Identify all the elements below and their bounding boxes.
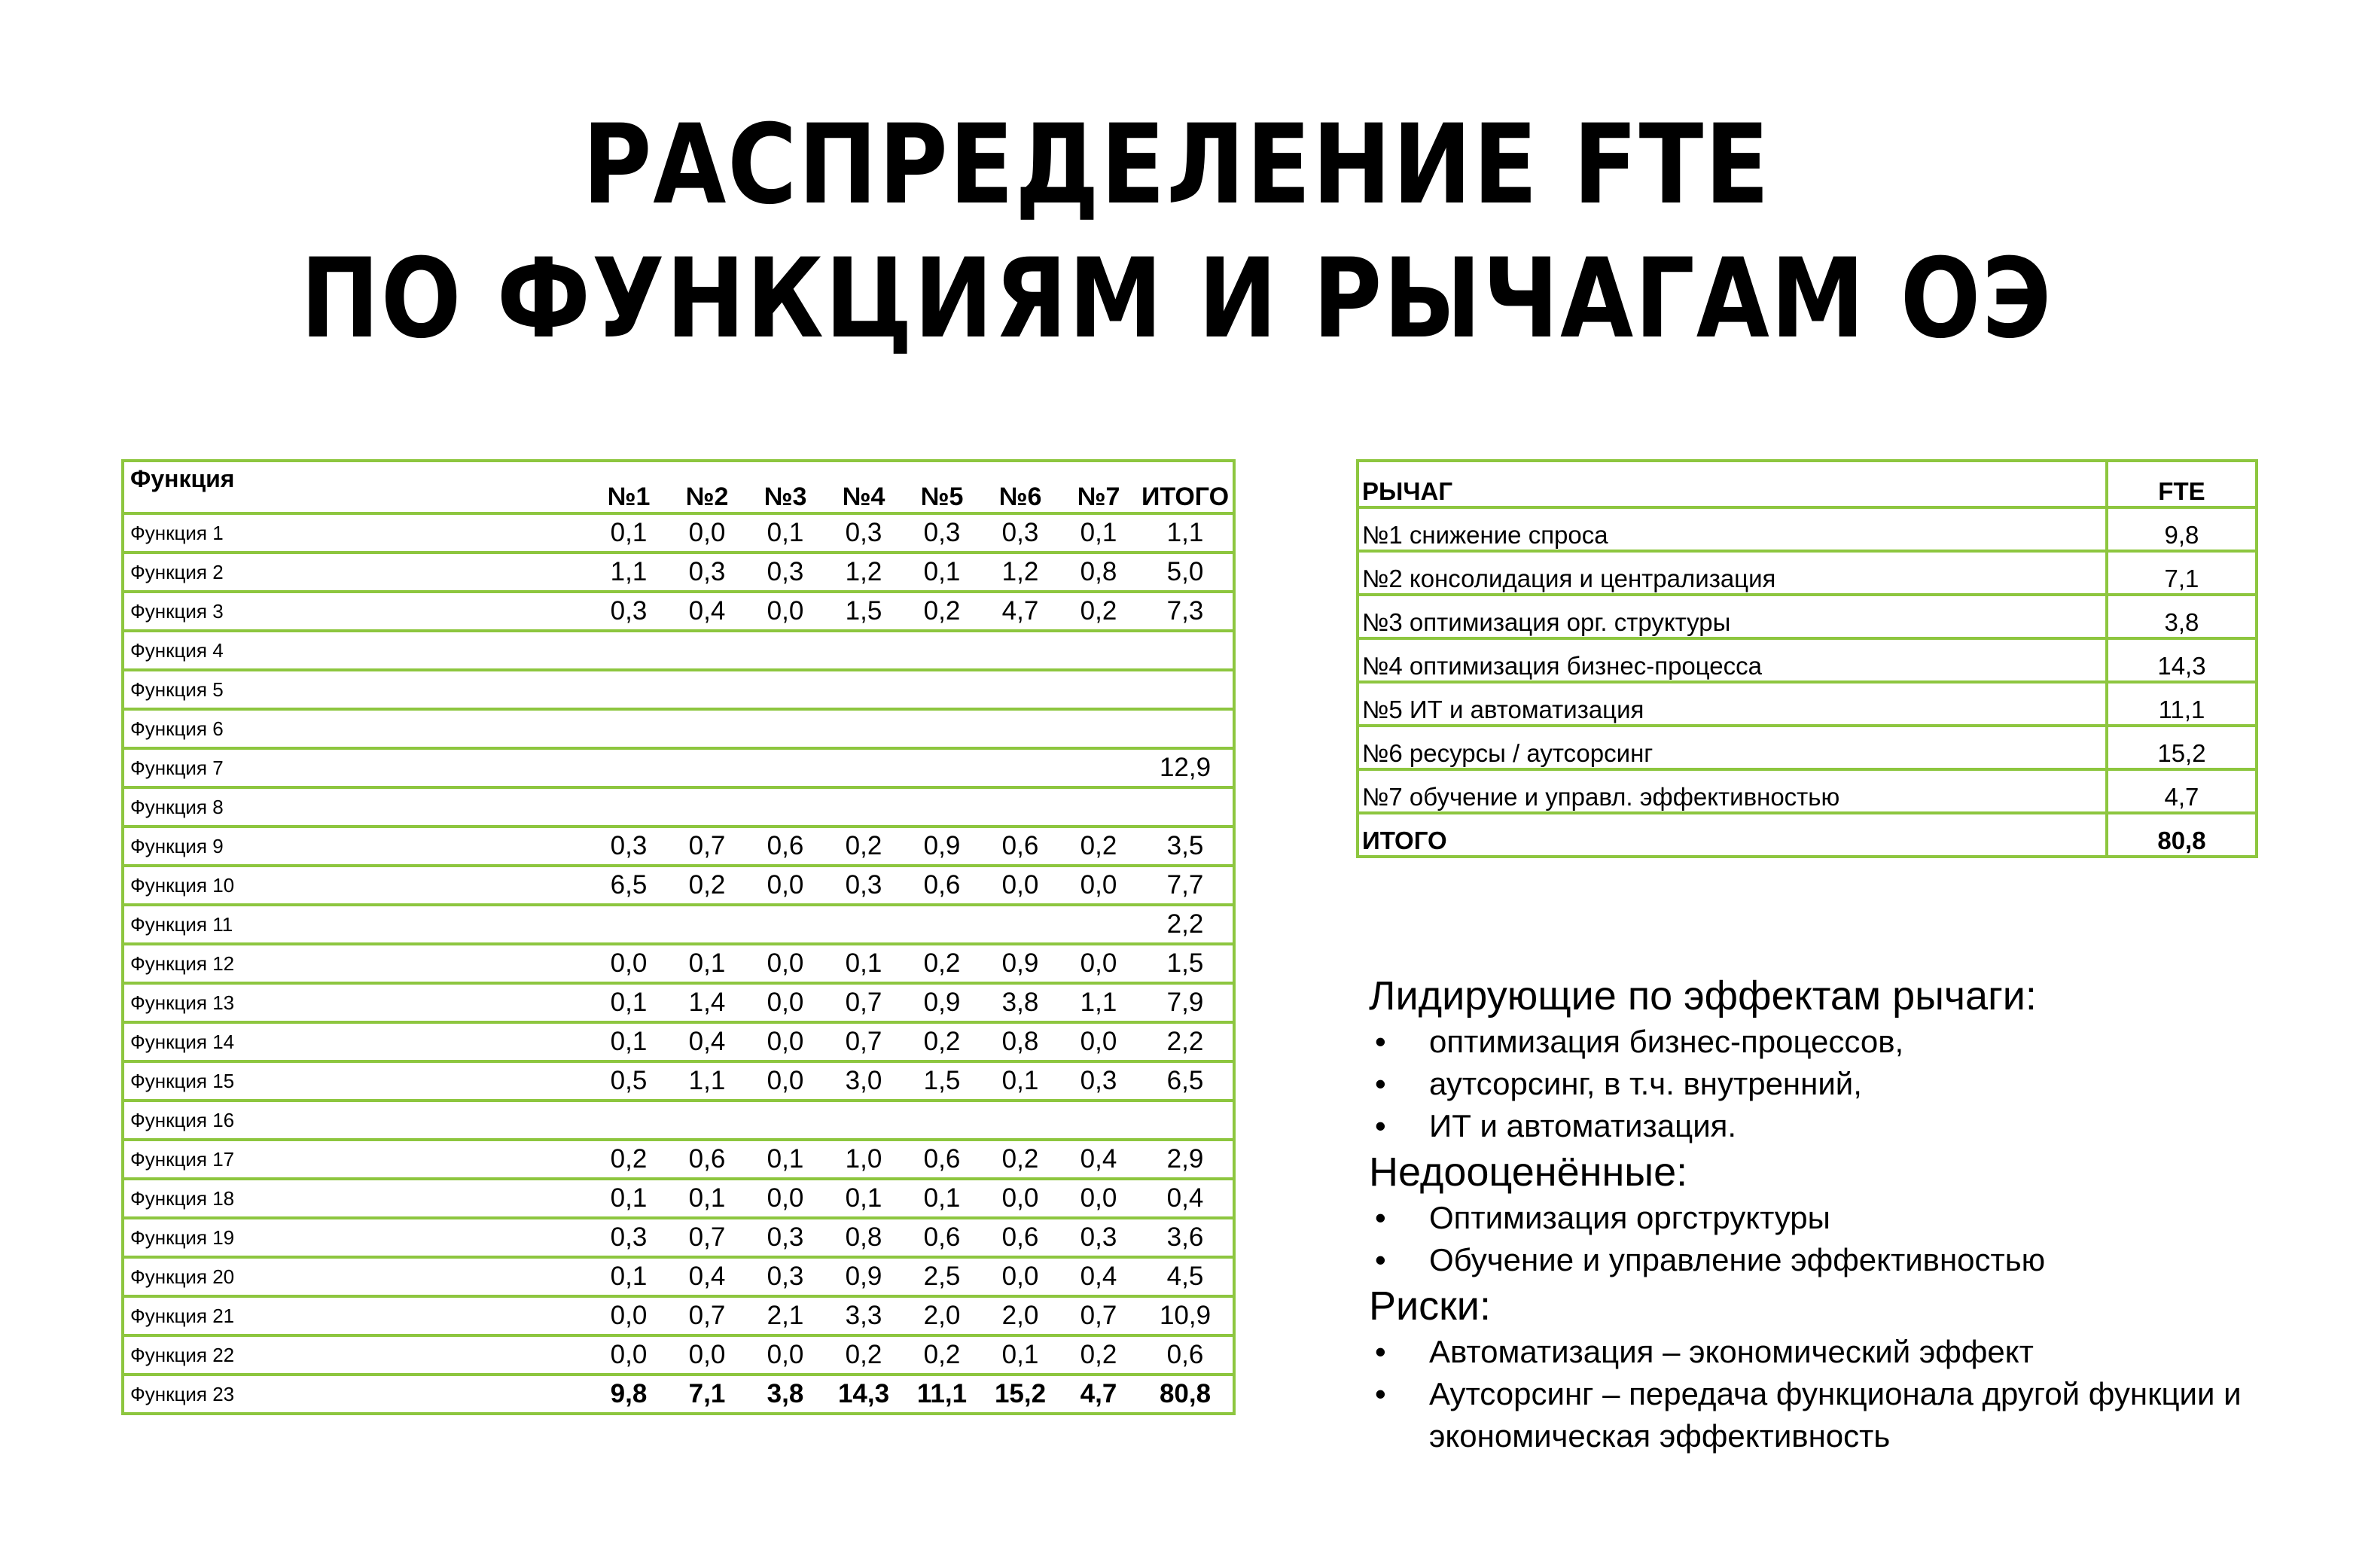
table-row bbox=[123, 709, 1234, 748]
value-cell: 0,6 bbox=[981, 827, 1059, 866]
value-cell: 3,8 bbox=[981, 983, 1059, 1022]
total-cell: 2,9 bbox=[1138, 1140, 1234, 1179]
total-cell: 2,2 bbox=[1138, 905, 1234, 944]
value-cell: 0,8 bbox=[1059, 553, 1138, 592]
value-cell bbox=[590, 748, 668, 787]
function-name-cell: Функция 17 bbox=[123, 1140, 590, 1179]
value-cell: 15,2 bbox=[981, 1375, 1059, 1414]
function-name-cell: Функция 1 bbox=[123, 513, 590, 553]
list-item: • ИТ и автоматизация. bbox=[1369, 1105, 2287, 1147]
value-cell: 0,1 bbox=[824, 944, 903, 983]
function-name-cell: Функция 21 bbox=[123, 1296, 590, 1335]
value-cell: 0,0 bbox=[746, 983, 824, 1022]
column-header: Функция bbox=[123, 461, 590, 513]
table-row bbox=[123, 983, 1234, 1022]
total-cell bbox=[1138, 787, 1234, 827]
value-cell: 3,8 bbox=[746, 1375, 824, 1414]
total-cell: 10,9 bbox=[1138, 1296, 1234, 1335]
table-row bbox=[123, 905, 1234, 944]
value-cell: 0,0 bbox=[1059, 1022, 1138, 1061]
fte-cell: 15,2 bbox=[2107, 726, 2257, 769]
column-header: №4 bbox=[824, 461, 903, 513]
value-cell bbox=[903, 748, 981, 787]
value-cell: 2,0 bbox=[981, 1296, 1059, 1335]
value-cell: 0,2 bbox=[903, 1335, 981, 1375]
value-cell: 0,0 bbox=[981, 866, 1059, 905]
value-cell: 1,2 bbox=[824, 553, 903, 592]
value-cell: 9,8 bbox=[590, 1375, 668, 1414]
value-cell bbox=[1059, 1101, 1138, 1140]
value-cell: 0,0 bbox=[590, 1296, 668, 1335]
function-name-cell: Функция 2 bbox=[123, 553, 590, 592]
page-title-line-1: РАСПРЕДЕЛЕНИЕ FTE bbox=[582, 101, 1771, 229]
levers-table bbox=[1356, 459, 2258, 858]
value-cell bbox=[981, 787, 1059, 827]
value-cell: 0,1 bbox=[981, 1335, 1059, 1375]
risks-list bbox=[1369, 1331, 2287, 1457]
value-cell bbox=[981, 1101, 1059, 1140]
function-name-cell: Функция 10 bbox=[123, 866, 590, 905]
function-name-cell: Функция 19 bbox=[123, 1218, 590, 1257]
total-cell: 0,4 bbox=[1138, 1179, 1234, 1218]
table-total-row bbox=[1358, 813, 2257, 857]
column-header: №6 bbox=[981, 461, 1059, 513]
value-cell: 3,0 bbox=[824, 1061, 903, 1101]
column-header: №5 bbox=[903, 461, 981, 513]
function-name-cell: Функция 13 bbox=[123, 983, 590, 1022]
column-header: ИТОГО bbox=[1138, 461, 1234, 513]
value-cell bbox=[903, 787, 981, 827]
value-cell: 0,9 bbox=[824, 1257, 903, 1296]
value-cell: 0,7 bbox=[824, 983, 903, 1022]
value-cell bbox=[824, 787, 903, 827]
value-cell: 2,0 bbox=[903, 1296, 981, 1335]
table-row bbox=[123, 592, 1234, 631]
fte-cell: 4,7 bbox=[2107, 769, 2257, 813]
total-cell: 7,9 bbox=[1138, 983, 1234, 1022]
function-name-cell: Функция 9 bbox=[123, 827, 590, 866]
value-cell: 0,3 bbox=[824, 866, 903, 905]
table-row bbox=[123, 1296, 1234, 1335]
total-cell bbox=[1138, 1101, 1234, 1140]
list-item: • аутсорсинг, в т.ч. внутренний, bbox=[1369, 1063, 2287, 1105]
table-row bbox=[123, 1101, 1234, 1140]
value-cell: 1,1 bbox=[668, 1061, 746, 1101]
value-cell bbox=[668, 787, 746, 827]
value-cell: 0,7 bbox=[668, 1218, 746, 1257]
value-cell bbox=[746, 787, 824, 827]
value-cell: 0,3 bbox=[1059, 1061, 1138, 1101]
fte-cell: 9,8 bbox=[2107, 507, 2257, 551]
value-cell bbox=[824, 631, 903, 670]
function-name-cell: Функция 18 bbox=[123, 1179, 590, 1218]
value-cell: 0,2 bbox=[903, 1022, 981, 1061]
value-cell: 1,0 bbox=[824, 1140, 903, 1179]
notes-block bbox=[1369, 971, 2287, 1457]
table-row bbox=[123, 1179, 1234, 1218]
value-cell: 0,2 bbox=[1059, 592, 1138, 631]
value-cell: 0,4 bbox=[668, 1022, 746, 1061]
value-cell: 0,1 bbox=[903, 1179, 981, 1218]
value-cell bbox=[981, 748, 1059, 787]
table-row bbox=[123, 866, 1234, 905]
value-cell: 0,2 bbox=[590, 1140, 668, 1179]
value-cell: 0,0 bbox=[746, 1335, 824, 1375]
leading-heading: Лидирующие по эффектам рычаги: bbox=[1369, 973, 2037, 1018]
value-cell bbox=[981, 670, 1059, 709]
column-header: №7 bbox=[1059, 461, 1138, 513]
table-row bbox=[1358, 638, 2257, 682]
value-cell: 0,1 bbox=[1059, 513, 1138, 553]
value-cell: 2,5 bbox=[903, 1257, 981, 1296]
underestimated-heading: Недооценённые: bbox=[1369, 1149, 1688, 1195]
lever-name-cell: №7 обучение и управл. эффективностью bbox=[1358, 769, 2107, 813]
value-cell: 0,3 bbox=[981, 513, 1059, 553]
column-header: №2 bbox=[668, 461, 746, 513]
value-cell: 0,7 bbox=[824, 1022, 903, 1061]
function-name-cell: Функция 23 bbox=[123, 1375, 590, 1414]
value-cell: 4,7 bbox=[981, 592, 1059, 631]
table-row bbox=[123, 787, 1234, 827]
value-cell: 0,2 bbox=[824, 827, 903, 866]
value-cell: 0,3 bbox=[746, 1257, 824, 1296]
value-cell: 0,0 bbox=[1059, 944, 1138, 983]
value-cell bbox=[668, 631, 746, 670]
value-cell: 0,0 bbox=[746, 1061, 824, 1101]
value-cell bbox=[590, 670, 668, 709]
value-cell: 0,3 bbox=[590, 1218, 668, 1257]
value-cell: 0,0 bbox=[590, 944, 668, 983]
value-cell: 0,7 bbox=[1059, 1296, 1138, 1335]
table-header-row bbox=[123, 461, 1234, 513]
lever-name-cell: №3 оптимизация орг. структуры bbox=[1358, 595, 2107, 638]
table-row bbox=[1358, 595, 2257, 638]
value-cell bbox=[1059, 631, 1138, 670]
value-cell: 0,2 bbox=[668, 866, 746, 905]
value-cell bbox=[1059, 905, 1138, 944]
value-cell: 0,0 bbox=[1059, 1179, 1138, 1218]
value-cell: 1,1 bbox=[590, 553, 668, 592]
value-cell bbox=[590, 787, 668, 827]
value-cell: 0,4 bbox=[1059, 1257, 1138, 1296]
table-row bbox=[123, 827, 1234, 866]
total-cell: 5,0 bbox=[1138, 553, 1234, 592]
value-cell: 0,0 bbox=[981, 1257, 1059, 1296]
lever-name-cell: №4 оптимизация бизнес-процесса bbox=[1358, 638, 2107, 682]
total-cell: 80,8 bbox=[1138, 1375, 1234, 1414]
value-cell bbox=[668, 748, 746, 787]
total-cell: 3,5 bbox=[1138, 827, 1234, 866]
value-cell: 0,0 bbox=[746, 592, 824, 631]
value-cell bbox=[1059, 748, 1138, 787]
list-item: • Автоматизация – экономический эффект bbox=[1369, 1331, 2287, 1373]
total-cell: 7,3 bbox=[1138, 592, 1234, 631]
value-cell bbox=[668, 670, 746, 709]
value-cell bbox=[824, 709, 903, 748]
value-cell bbox=[590, 905, 668, 944]
risks-heading: Риски: bbox=[1369, 1283, 1491, 1329]
value-cell bbox=[824, 1101, 903, 1140]
value-cell: 0,0 bbox=[981, 1179, 1059, 1218]
value-cell bbox=[746, 709, 824, 748]
leading-list bbox=[1369, 1021, 2287, 1147]
value-cell bbox=[746, 1101, 824, 1140]
function-name-cell: Функция 16 bbox=[123, 1101, 590, 1140]
value-cell bbox=[668, 905, 746, 944]
lever-name-cell: №5 ИТ и автоматизация bbox=[1358, 682, 2107, 726]
total-cell: 2,2 bbox=[1138, 1022, 1234, 1061]
function-name-cell: Функция 22 bbox=[123, 1335, 590, 1375]
value-cell: 3,3 bbox=[824, 1296, 903, 1335]
value-cell: 0,1 bbox=[668, 944, 746, 983]
value-cell: 0,1 bbox=[981, 1061, 1059, 1101]
table-row bbox=[123, 1257, 1234, 1296]
value-cell: 0,6 bbox=[668, 1140, 746, 1179]
list-item: • Аутсорсинг – передача функционала другой функции и экономическая эффективность bbox=[1369, 1373, 2287, 1457]
value-cell bbox=[981, 905, 1059, 944]
value-cell: 0,6 bbox=[903, 1218, 981, 1257]
value-cell: 0,0 bbox=[1059, 866, 1138, 905]
value-cell: 0,1 bbox=[590, 1022, 668, 1061]
total-cell: 0,6 bbox=[1138, 1335, 1234, 1375]
value-cell: 11,1 bbox=[903, 1375, 981, 1414]
value-cell bbox=[981, 631, 1059, 670]
value-cell bbox=[746, 905, 824, 944]
function-name-cell: Функция 20 bbox=[123, 1257, 590, 1296]
value-cell: 0,6 bbox=[903, 1140, 981, 1179]
list-item: • оптимизация бизнес-процессов, bbox=[1369, 1021, 2287, 1063]
value-cell: 1,2 bbox=[981, 553, 1059, 592]
column-header: FTE bbox=[2107, 461, 2257, 507]
value-cell: 0,2 bbox=[1059, 1335, 1138, 1375]
value-cell bbox=[903, 709, 981, 748]
fte-cell: 3,8 bbox=[2107, 595, 2257, 638]
value-cell: 0,3 bbox=[903, 513, 981, 553]
column-header: РЫЧАГ bbox=[1358, 461, 2107, 507]
table-row bbox=[1358, 726, 2257, 769]
value-cell bbox=[824, 748, 903, 787]
function-name-cell: Функция 6 bbox=[123, 709, 590, 748]
value-cell: 0,3 bbox=[1059, 1218, 1138, 1257]
function-name-cell: Функция 7 bbox=[123, 748, 590, 787]
value-cell: 0,0 bbox=[590, 1335, 668, 1375]
value-cell: 0,3 bbox=[668, 553, 746, 592]
value-cell: 1,4 bbox=[668, 983, 746, 1022]
total-cell: 6,5 bbox=[1138, 1061, 1234, 1101]
value-cell bbox=[1059, 787, 1138, 827]
value-cell: 2,1 bbox=[746, 1296, 824, 1335]
lever-name-cell: №1 снижение спроса bbox=[1358, 507, 2107, 551]
function-name-cell: Функция 4 bbox=[123, 631, 590, 670]
value-cell bbox=[668, 1101, 746, 1140]
total-cell bbox=[1138, 670, 1234, 709]
value-cell bbox=[903, 631, 981, 670]
functions-table bbox=[121, 459, 1236, 1415]
fte-cell: 14,3 bbox=[2107, 638, 2257, 682]
value-cell: 0,0 bbox=[668, 1335, 746, 1375]
function-name-cell: Функция 14 bbox=[123, 1022, 590, 1061]
value-cell bbox=[903, 905, 981, 944]
value-cell: 0,0 bbox=[746, 1179, 824, 1218]
table-row bbox=[1358, 769, 2257, 813]
table-row bbox=[123, 944, 1234, 983]
table-row bbox=[123, 748, 1234, 787]
value-cell: 0,6 bbox=[903, 866, 981, 905]
value-cell bbox=[590, 631, 668, 670]
value-cell bbox=[903, 670, 981, 709]
function-name-cell: Функция 15 bbox=[123, 1061, 590, 1101]
value-cell: 0,4 bbox=[668, 592, 746, 631]
column-header: №3 bbox=[746, 461, 824, 513]
value-cell: 0,3 bbox=[590, 592, 668, 631]
value-cell: 0,4 bbox=[1059, 1140, 1138, 1179]
value-cell: 0,7 bbox=[668, 1296, 746, 1335]
value-cell: 0,1 bbox=[590, 513, 668, 553]
value-cell: 0,7 bbox=[668, 827, 746, 866]
value-cell bbox=[590, 709, 668, 748]
value-cell: 1,5 bbox=[824, 592, 903, 631]
value-cell: 0,0 bbox=[668, 513, 746, 553]
column-header: №1 bbox=[590, 461, 668, 513]
value-cell: 0,0 bbox=[746, 866, 824, 905]
value-cell: 7,1 bbox=[668, 1375, 746, 1414]
page-title-line-2: ПО ФУНКЦИЯМ И РЫЧАГАМ ОЭ bbox=[300, 235, 2053, 363]
value-cell bbox=[590, 1101, 668, 1140]
total-cell: 4,5 bbox=[1138, 1257, 1234, 1296]
table-row bbox=[123, 631, 1234, 670]
value-cell: 0,1 bbox=[903, 553, 981, 592]
table-row bbox=[123, 1375, 1234, 1414]
value-cell: 0,1 bbox=[746, 513, 824, 553]
value-cell: 0,0 bbox=[746, 944, 824, 983]
table-row bbox=[123, 1218, 1234, 1257]
function-name-cell: Функция 5 bbox=[123, 670, 590, 709]
value-cell bbox=[903, 1101, 981, 1140]
function-name-cell: Функция 8 bbox=[123, 787, 590, 827]
table-row bbox=[123, 513, 1234, 553]
value-cell: 6,5 bbox=[590, 866, 668, 905]
value-cell: 4,7 bbox=[1059, 1375, 1138, 1414]
fte-cell: 11,1 bbox=[2107, 682, 2257, 726]
total-cell: 7,7 bbox=[1138, 866, 1234, 905]
value-cell bbox=[668, 709, 746, 748]
table-row bbox=[1358, 551, 2257, 595]
function-name-cell: Функция 12 bbox=[123, 944, 590, 983]
page-title bbox=[165, 98, 2189, 366]
lever-name-cell: №6 ресурсы / аутсорсинг bbox=[1358, 726, 2107, 769]
underestimated-list bbox=[1369, 1197, 2287, 1281]
value-cell: 0,2 bbox=[824, 1335, 903, 1375]
table-row bbox=[123, 553, 1234, 592]
value-cell: 0,3 bbox=[590, 827, 668, 866]
value-cell bbox=[824, 670, 903, 709]
value-cell: 0,4 bbox=[668, 1257, 746, 1296]
value-cell: 0,3 bbox=[824, 513, 903, 553]
total-cell bbox=[1138, 709, 1234, 748]
value-cell: 0,1 bbox=[668, 1179, 746, 1218]
fte-cell: 7,1 bbox=[2107, 551, 2257, 595]
value-cell: 0,9 bbox=[981, 944, 1059, 983]
total-cell: 12,9 bbox=[1138, 748, 1234, 787]
lever-name-cell: №2 консолидация и централизация bbox=[1358, 551, 2107, 595]
value-cell bbox=[981, 709, 1059, 748]
value-cell: 0,2 bbox=[1059, 827, 1138, 866]
value-cell bbox=[1059, 670, 1138, 709]
total-cell: 1,1 bbox=[1138, 513, 1234, 553]
table-header-row bbox=[1358, 461, 2257, 507]
value-cell: 0,6 bbox=[981, 1218, 1059, 1257]
total-value-cell: 80,8 bbox=[2107, 813, 2257, 857]
table-row bbox=[123, 1061, 1234, 1101]
value-cell: 0,8 bbox=[824, 1218, 903, 1257]
table-row bbox=[123, 1140, 1234, 1179]
value-cell: 0,1 bbox=[590, 1179, 668, 1218]
value-cell: 0,6 bbox=[746, 827, 824, 866]
value-cell: 0,3 bbox=[746, 553, 824, 592]
total-cell: 3,6 bbox=[1138, 1218, 1234, 1257]
value-cell: 0,1 bbox=[590, 983, 668, 1022]
value-cell: 0,9 bbox=[903, 827, 981, 866]
list-item: • Обучение и управление эффективностью bbox=[1369, 1239, 2287, 1281]
value-cell: 0,9 bbox=[903, 983, 981, 1022]
value-cell: 14,3 bbox=[824, 1375, 903, 1414]
value-cell: 0,1 bbox=[746, 1140, 824, 1179]
table-row bbox=[123, 1335, 1234, 1375]
value-cell: 0,0 bbox=[746, 1022, 824, 1061]
value-cell: 1,5 bbox=[903, 1061, 981, 1101]
value-cell: 0,2 bbox=[981, 1140, 1059, 1179]
table-row bbox=[123, 670, 1234, 709]
list-item: • Оптимизация оргструктуры bbox=[1369, 1197, 2287, 1239]
value-cell: 0,1 bbox=[590, 1257, 668, 1296]
value-cell bbox=[746, 631, 824, 670]
value-cell: 1,1 bbox=[1059, 983, 1138, 1022]
total-cell: 1,5 bbox=[1138, 944, 1234, 983]
value-cell: 0,1 bbox=[824, 1179, 903, 1218]
total-cell bbox=[1138, 631, 1234, 670]
function-name-cell: Функция 3 bbox=[123, 592, 590, 631]
value-cell: 0,3 bbox=[746, 1218, 824, 1257]
function-name-cell: Функция 11 bbox=[123, 905, 590, 944]
value-cell bbox=[1059, 709, 1138, 748]
total-label-cell: ИТОГО bbox=[1358, 813, 2107, 857]
value-cell: 0,2 bbox=[903, 944, 981, 983]
value-cell bbox=[746, 670, 824, 709]
value-cell bbox=[746, 748, 824, 787]
value-cell bbox=[824, 905, 903, 944]
table-row bbox=[1358, 682, 2257, 726]
value-cell: 0,8 bbox=[981, 1022, 1059, 1061]
value-cell: 0,2 bbox=[903, 592, 981, 631]
table-row bbox=[1358, 507, 2257, 551]
table-row bbox=[123, 1022, 1234, 1061]
value-cell: 0,5 bbox=[590, 1061, 668, 1101]
